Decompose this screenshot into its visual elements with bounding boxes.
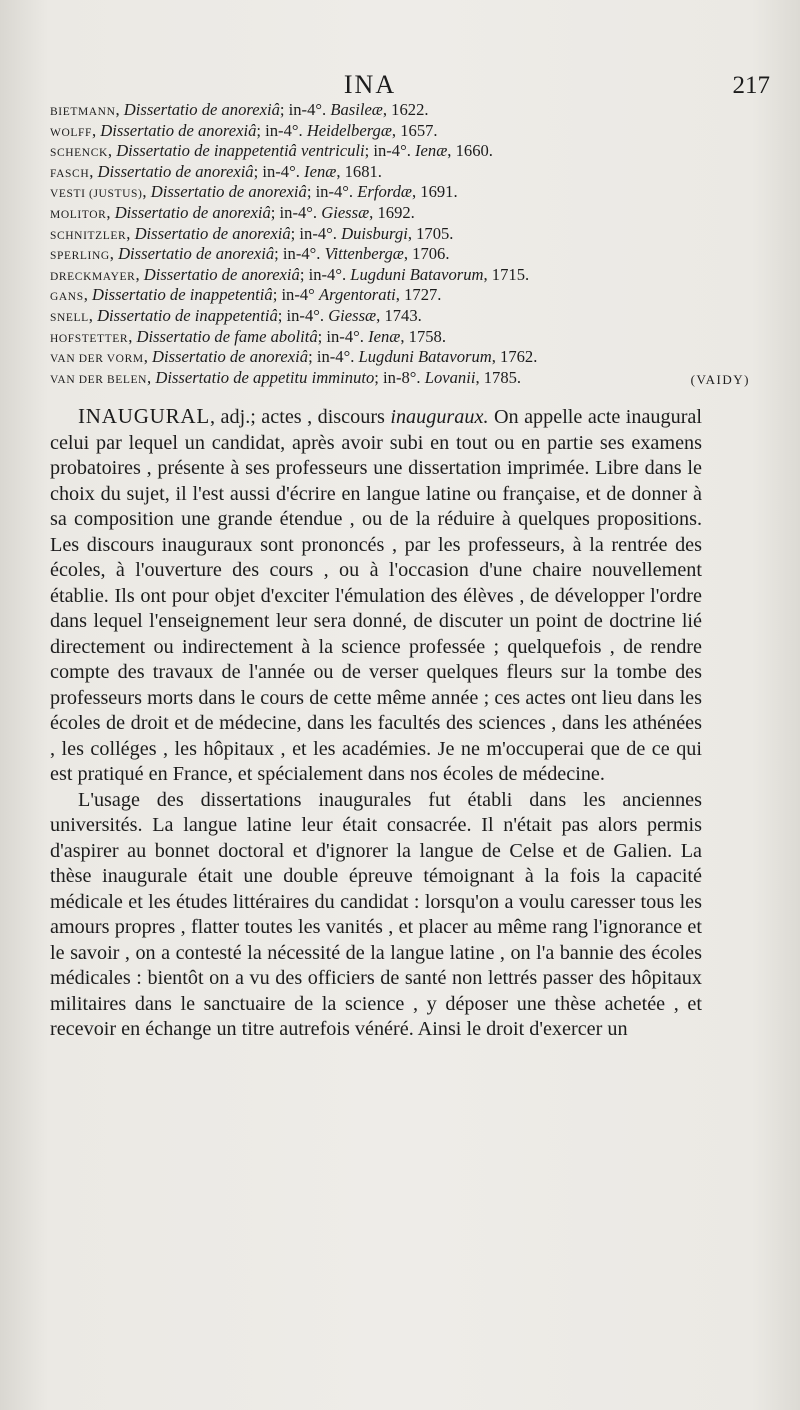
- entry-place: Argentorati: [318, 285, 396, 305]
- entry-year: , 1657.: [391, 120, 438, 140]
- entry-author: SCHNITZLER: [50, 229, 127, 242]
- bibliography-entry: SCHENCK, Dissertatio de inappetentiâ ventriculi; in-4°. Ienæ, 1660.: [50, 141, 493, 161]
- entry-author: SPERLING: [50, 250, 110, 263]
- entry-year: , 1706.: [403, 244, 450, 264]
- page-number: 217: [732, 72, 770, 99]
- definition-italic: inauguraux.: [390, 406, 489, 428]
- entry-author: MOLITOR: [50, 208, 107, 221]
- entry-format: ; in-4°.: [256, 120, 303, 140]
- entry-year: , 1622.: [382, 100, 429, 119]
- entry-format: ; in-4°.: [270, 202, 318, 222]
- bibliography-entry: DRECKMAYER, Dissertatio de anorexiâ; in-4°. Lugduni Batavorum, 1715.: [50, 264, 530, 284]
- entry-year: , 1762.: [491, 347, 538, 367]
- entry-author: VESTI (JUSTUS): [50, 188, 143, 201]
- paragraph-1: [50, 404, 702, 788]
- paragraph-2: L'usage des dissertations inaugurales fut établi dans les anciennes universités. La langue latine leur était consacrée. Il n'était pas alors permis d'aspirer au bonnet doctoral et d'ignorer la langue de Celse et de Galien. La thèse inaugurale était une double épreuve témoignant à la fois la capacité médicale et les études littéraires du candidat : lorsqu'on a voulu caresser tous les amours propres , flatter toutes les vanités , et placer au même rang l'ignorance et le savoir , on a contesté la nécessité de la langue latine , on l'a bannie des écoles médicales : bientôt on a vu des officiers de santé non lettrés passer des hôpitaux militaires dans le sanctuaire de la science , y déposer une thèse achetée , et recevoir en échange un titre autrefois vénéré. Ainsi le droit d'exercer un: [50, 788, 702, 1040]
- entry-place: Vittenbergæ: [324, 244, 404, 264]
- running-title: INA: [343, 70, 397, 99]
- entry-title: Dissertatio de anorexiâ: [118, 244, 275, 264]
- author-signature: (VAIDY): [690, 372, 750, 387]
- bibliography-entry: GANS, Dissertatio de inappetentiâ; in-4° Argentorati, 1727.: [50, 285, 442, 305]
- entry-place: Lugduni Batavorum: [358, 347, 492, 367]
- bibliography-entry: SNELL, Dissertatio de inappetentiâ; in-4°. Giessæ, 1743.: [50, 305, 422, 325]
- entry-year: , 1727.: [395, 285, 442, 305]
- entry-format: ; in-4°: [272, 285, 315, 305]
- article-body: [50, 404, 702, 1043]
- entry-author: HOFSTETTER: [50, 332, 129, 345]
- entry-year: , 1691.: [411, 182, 458, 202]
- bibliography-list: [50, 100, 758, 388]
- entry-place: Ienæ: [415, 141, 448, 161]
- bibliography-entry: VAN DER BELEN, Dissertatio de appetitu imminuto; in-8°. Lovanii, 1785.: [50, 367, 522, 387]
- entry-title: Dissertatio de inappetentiâ: [97, 305, 278, 325]
- entry-author: VAN DER VORM: [50, 353, 144, 366]
- entry-place: Giessæ: [328, 305, 377, 325]
- paragraph-1-text: On appelle acte inaugural celui par lequel un candidat, après avoir subi en tout ou en partie ses examens probatoires , présente à ses professeurs une dissertation imprimée. Libre dans le choix du sujet, il l'est aussi d'écrire en langue latine ou française, et de donner à sa composition une grande étendue , ou de la réduire à quelques propositions. Les discours inauguraux sont prononcés , par les professeurs, à la rentrée des écoles, à l'ouverture des cours , ou à l'occasion d'une chaire nouvellement établie. Ils ont pour objet d'exciter l'émulation des élèves , de développer l'ordre dans lequel l'enseignement leur sera donné, de discuter un point de doctrine lié directement ou indirectement à la science professée ; quelquefois , de rendre compte des travaux de l'année ou de verser quelques fleurs sur la tombe des professeurs morts dans le cours de cette même année ; ces actes ont lieu dans les écoles de droit et de médecine, dans les facultés des sciences , dans les athénées , les colléges , les hôpitaux , et les académies. Je ne m'occuperai que de ce qui est pratiqué en France, et spécialement dans nos écoles de médecine.: [50, 406, 703, 785]
- headword: INAUGURAL: [78, 404, 211, 428]
- entry-format: ; in-4°.: [364, 141, 411, 161]
- entry-format: ; in-4°.: [274, 244, 321, 264]
- entry-author: VAN DER BELEN: [50, 373, 148, 386]
- entry-title: Dissertatio de appetitu imminuto: [155, 367, 375, 387]
- bibliography-entry: VAN DER VORM, Dissertatio de anorexiâ; in-4°. Lugduni Batavorum, 1762.: [50, 347, 538, 367]
- entry-title: Dissertatio de fame abolitâ: [136, 326, 318, 346]
- entry-title: Dissertatio de inappetentiâ: [92, 285, 273, 305]
- bibliography-entry: VESTI (JUSTUS), Dissertatio de anorexiâ; in-4°. Erfordæ, 1691.: [50, 182, 458, 202]
- entry-author: SCHENCK: [50, 147, 108, 160]
- entry-title: Dissertatio de anorexiâ: [143, 264, 300, 284]
- entry-format: ; in-4°.: [299, 264, 347, 284]
- entry-format: ; in-4°.: [317, 326, 364, 346]
- bibliography-entry: HOFSTETTER, Dissertatio de fame abolitâ; in-4°. Ienæ, 1758.: [50, 326, 446, 346]
- entry-format: ; in-4°.: [306, 182, 354, 202]
- entry-author: FASCH: [50, 167, 90, 180]
- entry-format: ; in-4°.: [308, 347, 355, 367]
- definition-start: , adj.; actes , discours: [210, 406, 391, 428]
- entry-format: ; in-8°.: [374, 367, 421, 387]
- entry-title: Dissertatio de inappetentiâ ventriculi: [116, 141, 365, 161]
- bibliography-entry: SCHNITZLER, Dissertatio de anorexiâ; in-4°. Duisburgi, 1705.: [50, 223, 454, 243]
- entry-year: , 1681.: [336, 161, 382, 181]
- entry-author: DRECKMAYER: [50, 270, 136, 283]
- entry-year: , 1705.: [407, 223, 454, 243]
- entry-year: , 1785.: [475, 367, 522, 387]
- entry-place: Ienæ: [368, 326, 401, 346]
- bibliography-entry: WOLFF, Dissertatio de anorexiâ; in-4°. Heidelbergæ, 1657.: [50, 120, 438, 140]
- entry-place: Giessæ: [321, 202, 370, 222]
- entry-title: Dissertatio de anorexiâ: [151, 347, 309, 367]
- entry-format: ; in-4°.: [277, 305, 325, 325]
- entry-year: , 1743.: [376, 305, 422, 325]
- entry-title: Dissertatio de anorexiâ: [114, 202, 271, 222]
- entry-title: Dissertatio de anorexiâ: [134, 223, 291, 243]
- entry-format: ; in-4°.: [279, 100, 327, 119]
- entry-place: Heidelbergæ: [306, 120, 392, 140]
- bibliography-entry: MOLITOR, Dissertatio de anorexiâ; in-4°. Giessæ, 1692.: [50, 202, 415, 222]
- bibliography-entry: FASCH, Dissertatio de anorexiâ; in-4°. Ienæ, 1681.: [50, 161, 382, 181]
- entry-title: Dissertatio de anorexiâ: [97, 161, 254, 181]
- entry-place: Ienæ: [304, 161, 337, 181]
- entry-title: Dissertatio de anorexiâ: [123, 100, 280, 119]
- entry-author: SNELL: [50, 311, 89, 324]
- entry-title: Dissertatio de anorexiâ: [150, 182, 307, 202]
- entry-year: , 1715.: [483, 264, 530, 284]
- bibliography-entry: SPERLING, Dissertatio de anorexiâ; in-4°. Vittenbergæ, 1706.: [50, 244, 450, 264]
- entry-year: , 1758.: [400, 326, 446, 346]
- entry-author: WOLFF: [50, 126, 92, 139]
- entry-year: , 1660.: [447, 141, 493, 161]
- entry-title: Dissertatio de anorexiâ: [100, 120, 257, 140]
- entry-format: ; in-4°.: [290, 223, 337, 243]
- entry-author: GANS: [50, 291, 84, 304]
- entry-place: Basileæ: [330, 100, 383, 119]
- bibliography-entry: BIETMANN, Dissertatio de anorexiâ; in-4°. Basileæ, 1622.: [50, 100, 429, 119]
- entry-place: Lugduni Batavorum: [350, 264, 484, 284]
- entry-place: Lovanii: [424, 367, 476, 387]
- page-header: [0, 70, 800, 104]
- entry-format: ; in-4°.: [253, 161, 300, 181]
- entry-place: Duisburgi: [341, 223, 408, 243]
- entry-author: BIETMANN: [50, 106, 116, 118]
- entry-year: , 1692.: [369, 202, 415, 222]
- entry-place: Erfordæ: [357, 182, 412, 202]
